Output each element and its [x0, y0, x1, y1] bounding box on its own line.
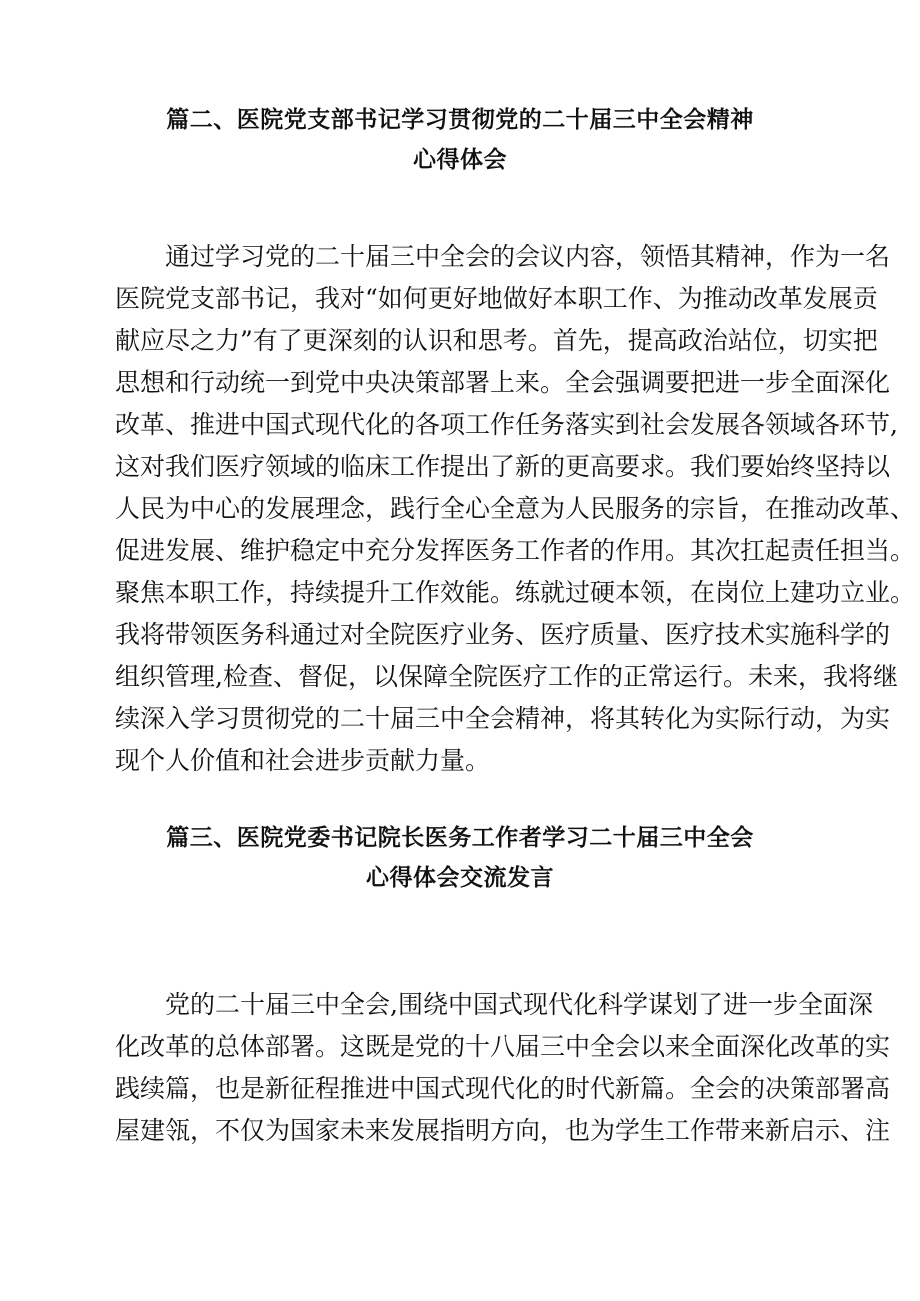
section-3-title-line-2: 心得体会交流发言	[366, 865, 554, 891]
text-line: 践续篇，也是新征程推进中国式现代化的时代新篇。全会的决策部署高	[115, 1074, 891, 1103]
text-line: 通过学习党的二十届三中全会的会议内容，领悟其精神，作为一名	[165, 242, 891, 271]
section-3-paragraph	[115, 984, 891, 1152]
text-line: 化改革的总体部署。这既是党的十八届三中全会以来全面深化改革的实	[115, 1032, 891, 1061]
text-line: 献应尽之力”有了更深刻的认识和思考。首先，提高政治站位，切实把	[115, 326, 878, 355]
text-line: 屋建瓴，不仅为国家未来发展指明方向，也为学生工作带来新启示、注	[115, 1116, 891, 1145]
text-line: 改革、推进中国式现代化的各项工作任务落实到社会发展各领域各环节,	[115, 410, 898, 439]
text-line: 组织管理,检查、督促，以保障全院医疗工作的正常运行。未来，我将继	[115, 662, 898, 691]
section-2-title	[0, 102, 920, 182]
text-line: 现个人价值和社会进步贡献力量。	[115, 746, 491, 775]
section-2-title-line-1: 篇二、医院党支部书记学习贯彻党的二十届三中全会精神	[166, 107, 754, 133]
text-line: 促进发展、维护稳定中充分发挥医务工作者的作用。其次扛起责任担当。	[115, 536, 916, 565]
text-line: 聚焦本职工作，持续提升工作效能。练就过硬本领，在岗位上建功立业。	[115, 578, 916, 607]
text-line: 我将带领医务科通过对全院医疗业务、医疗质量、医疗技术实施科学的	[115, 620, 891, 649]
text-line: 思想和行动统一到党中央决策部署上来。全会强调要把进一步全面深化	[115, 368, 891, 397]
text-line: 这对我们医疗领域的临床工作提出了新的更高要求。我们要始终坚持以	[115, 452, 891, 481]
section-3-title-line-1: 篇三、医院党委书记院长医务工作者学习二十届三中全会	[166, 825, 754, 851]
text-line: 人民为中心的发展理念，践行全心全意为人民服务的宗旨，在推动改革、	[115, 494, 916, 523]
text-line: 党的二十届三中全会,围绕中国式现代化科学谋划了进一步全面深	[165, 990, 873, 1019]
section-2-title-line-2: 心得体会	[413, 147, 507, 173]
text-line: 医院党支部书记，我对“如何更好地做好本职工作、为推动改革发展贡	[115, 284, 878, 313]
text-line: 续深入学习贯彻党的二十届三中全会精神，将其转化为实际行动，为实	[115, 704, 891, 733]
section-2-paragraph	[115, 236, 916, 782]
section-3-title	[0, 820, 920, 900]
